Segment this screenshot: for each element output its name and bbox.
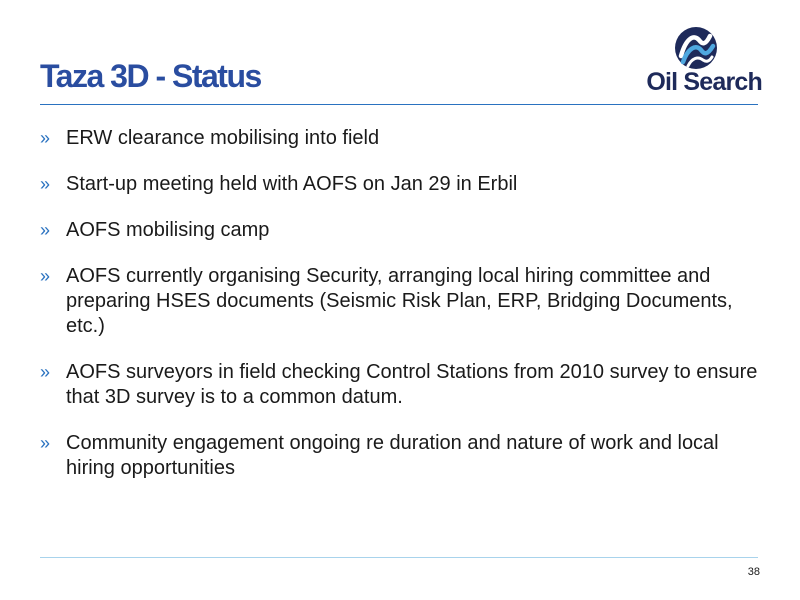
bullet-item <box>40 172 770 197</box>
title-divider <box>40 104 758 105</box>
bullet-marker-icon: » <box>40 433 51 453</box>
bullet-item <box>40 218 770 243</box>
logo-wordmark: Oil Search <box>646 68 762 96</box>
bullet-text: AOFS currently organising Security, arranging local hiring committee and preparing HSES documents (Seismic Risk Plan, ERP, Bridging Documents, etc.) <box>66 265 733 337</box>
bullet-text: Community engagement ongoing re duration and nature of work and local hiring opportunities <box>66 432 719 479</box>
footer-divider <box>40 557 758 558</box>
bullet-text: ERW clearance mobilising into field <box>66 127 380 149</box>
page-number: 38 <box>747 566 760 578</box>
bullet-marker-icon: » <box>40 362 51 382</box>
bullet-item <box>40 126 770 151</box>
oil-search-globe-icon <box>672 26 720 70</box>
bullet-text: AOFS surveyors in field checking Control Stations from 2010 survey to ensure that 3D survey is to a common datum. <box>66 361 758 408</box>
bullet-list <box>40 126 770 502</box>
bullet-text: Start-up meeting held with AOFS on Jan 29 in Erbil <box>66 173 518 195</box>
bullet-item <box>40 360 770 410</box>
bullet-item <box>40 431 770 481</box>
bullet-marker-icon: » <box>40 220 51 240</box>
company-logo <box>630 26 762 98</box>
bullet-marker-icon: » <box>40 174 51 194</box>
bullet-marker-icon: » <box>40 128 51 148</box>
bullet-text: AOFS mobilising camp <box>66 219 270 241</box>
slide-title: Taza 3D - Status <box>40 58 261 94</box>
bullet-marker-icon: » <box>40 266 51 286</box>
bullet-item <box>40 264 770 339</box>
